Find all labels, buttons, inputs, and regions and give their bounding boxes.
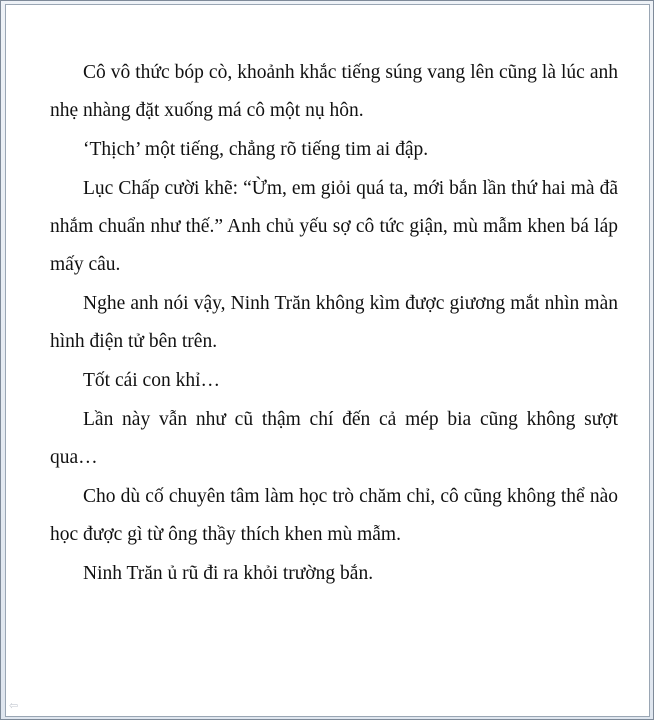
paragraph-2: ‘Thịch’ một tiếng, chẳng rõ tiếng tim ai đập. [83, 139, 429, 160]
paragraph-4: Nghe anh nói vậy, Ninh Trăn không kìm được giương mắt nhìn màn hình điện tử bên trên. [50, 293, 618, 352]
document-body [50, 54, 618, 594]
paragraph-6: Lần này vẫn như cũ thậm chí đến cả mép bia cũng không sượt qua… [50, 409, 618, 468]
back-arrow-icon[interactable]: ⇦ [9, 699, 19, 712]
paragraph-7: Cho dù cố chuyên tâm làm học trò chăm chỉ, cô cũng không thể nào học được gì từ ông thầy thích khen mù mẫm. [50, 486, 618, 545]
paragraph-8: Ninh Trăn ủ rũ đi ra khỏi trường bắn. [83, 563, 374, 584]
paragraph-3: Lục Chấp cười khẽ: “Ừm, em giỏi quá ta, mới bắn lần thứ hai mà đã nhắm chuẩn như thế.” Anh chủ yếu sợ cô tức giận, mù mẫm khen bá láp mấy câu. [50, 178, 618, 275]
paragraph-1: Cô vô thức bóp cò, khoảnh khắc tiếng súng vang lên cũng là lúc anh nhẹ nhàng đặt xuống má cô một nụ hôn. [50, 62, 618, 121]
paragraph-5: Tốt cái con khỉ… [83, 370, 221, 391]
document-page [5, 4, 650, 717]
